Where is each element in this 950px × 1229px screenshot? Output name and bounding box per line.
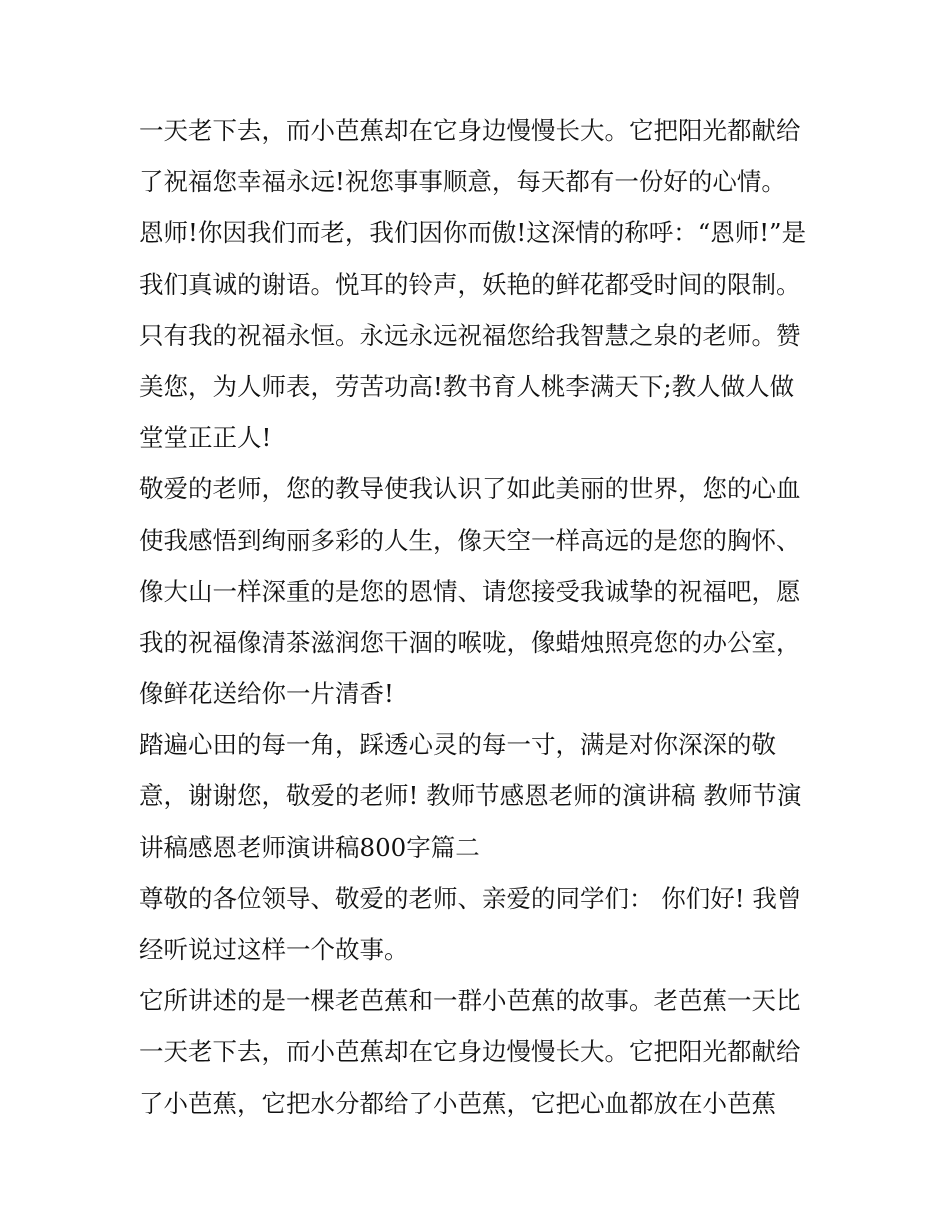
text-line: 讲稿感恩老师演讲稿800字篇二 — [139, 832, 480, 862]
text-line: 了小芭蕉，它把水分都给了小芭蕉，它把心血都放在小芭蕉 — [139, 1088, 776, 1118]
text-line: 意，谢谢您，敬爱的老师! 教师节感恩老师的演讲稿 教师节演 — [139, 781, 802, 811]
text-line: 了祝福您幸福永远!祝您事事顺意，每天都有一份好的心情。 — [139, 167, 786, 197]
text-line: 像大山一样深重的是您的恩情、请您接受我诚挚的祝福吧，愿 — [139, 576, 801, 606]
text-line: 堂堂正正人! — [139, 423, 272, 453]
document-body — [139, 105, 819, 1129]
text-line: 尊敬的各位领导、敬爱的老师、亲爱的同学们： 你们好! 我曾 — [139, 883, 802, 913]
text-line: 使我感悟到绚丽多彩的人生，像天空一样高远的是您的胸怀、 — [139, 525, 801, 555]
text-line: 敬爱的老师，您的教导使我认识了如此美丽的世界，您的心血 — [139, 474, 801, 504]
text-line: 经听说过这样一个故事。 — [139, 935, 409, 964]
text-line: 美您，为人师表，劳苦功高!教书育人桃李满天下;教人做人做 — [139, 371, 795, 401]
text-line: 踏遍心田的每一角，踩透心灵的每一寸，满是对你深深的敬 — [139, 730, 776, 760]
text-line: 一天老下去，而小芭蕉却在它身边慢慢长大。它把阳光都献给 — [139, 116, 801, 145]
text-line: 恩师!你因我们而老，我们因你而傲!这深情的称呼：“恩师!”是 — [139, 218, 807, 248]
text-line: 它所讲述的是一棵老芭蕉和一群小芭蕉的故事。老芭蕉一天比 — [139, 986, 801, 1016]
text-line: 一天老下去，而小芭蕉却在它身边慢慢长大。它把阳光都献给 — [139, 1037, 801, 1067]
text-line: 我的祝福像清茶滋润您干涸的喉咙，像蜡烛照亮您的办公室， — [139, 627, 801, 657]
text-line: 我们真诚的谢语。悦耳的铃声，妖艳的鲜花都受时间的限制。 — [139, 269, 801, 299]
text-line: 像鲜花送给你一片清香! — [139, 679, 394, 709]
text-line: 只有我的祝福永恒。永远永远祝福您给我智慧之泉的老师。赞 — [139, 320, 801, 350]
